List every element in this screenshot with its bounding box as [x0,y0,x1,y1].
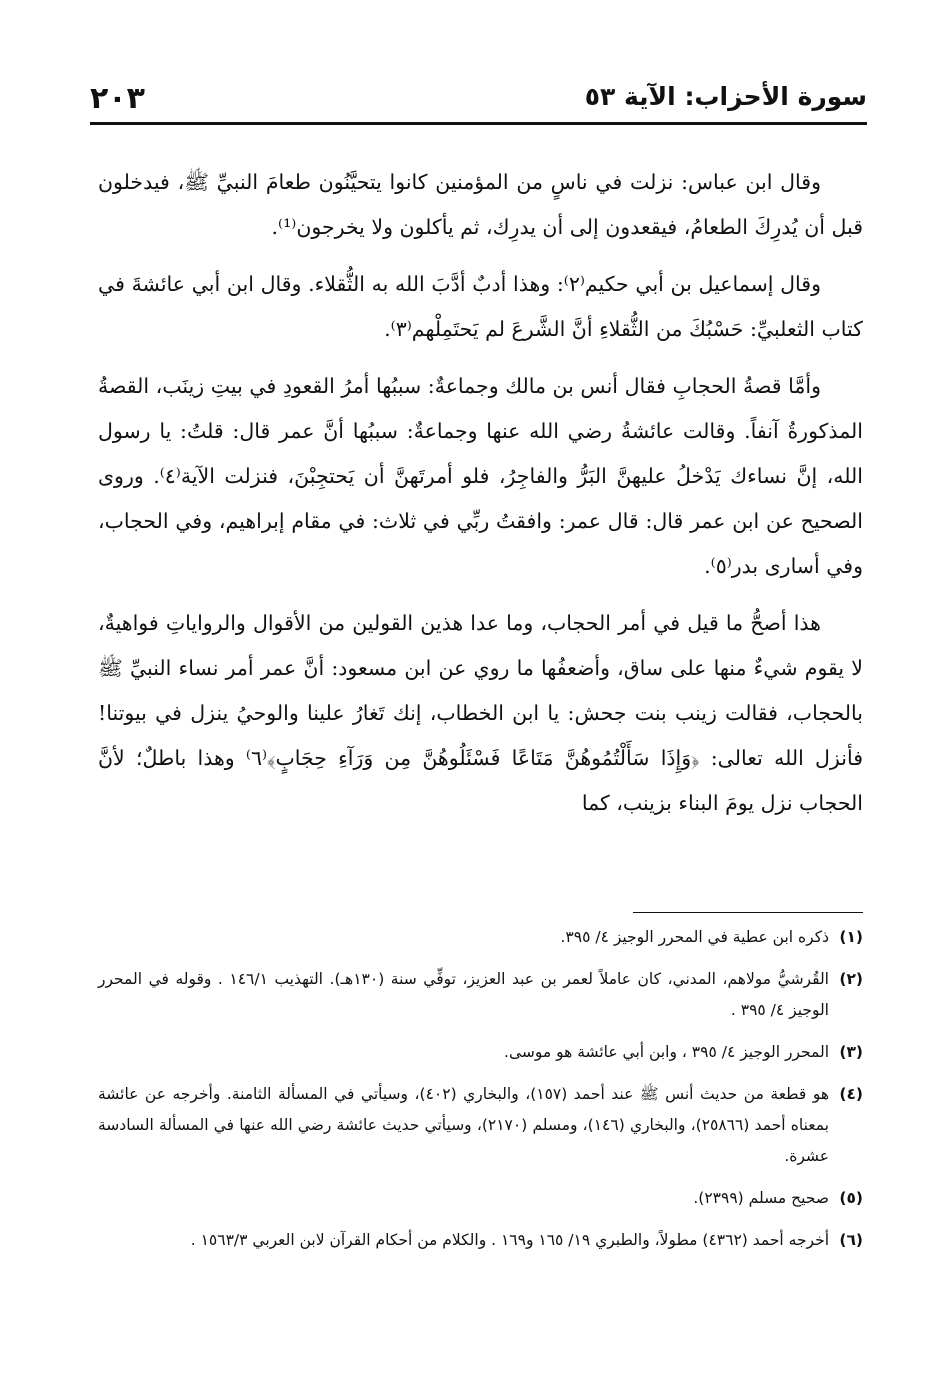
footnote-text: أخرجه أحمد (٤٣٦٢) مطولاً، والطبري ١٩/ ١٦٥ و١٦٩ . والكلام من أحكام القرآن لابن العربي ١٥٦٣/٣ . [190,1231,829,1249]
footnote-number: (٢) [839,970,863,988]
footnote-text: المحرر الوجيز ٤/ ٣٩٥ ، وابن أبي عائشة هو موسى. [504,1043,829,1061]
page-header [90,68,867,124]
main-text [98,160,863,838]
header-rule [90,122,867,125]
footnote-separator [633,912,863,913]
footnote-number: (٦) [839,1231,863,1249]
running-title: سورة الأحزاب: الآية ٥٣ [584,82,867,111]
footnote [98,1079,863,1172]
footnotes [98,922,863,1267]
paragraph-hijab-sound: هذا أصحُّ ما قيل في أمر الحجاب، وما عدا هذين القولين من الأقوال والرواياتِ فواهيةٌ، لا يقوم شيءٌ منها على ساق، وأضعفُها ما روي عن ابن مسعود: أنَّ عمر أمر نساء النبيِّ ﷺ بالحجاب، فقالت زينب بنت جحش: يا ابن الخطاب، إنك تَغارُ علينا والوحيُ ينزل في بيوتنا! فأنزل الله تعالى: ﴿وَإِذَا سَأَلْتُمُوهُنَّ مَتَاعًا فَسْئَلُوهُنَّ مِن وَرَآءِ حِجَابٍ﴾⁽٦⁾ وهذا باطلٌ؛ لأنَّ الحجاب نزل يومَ البناء بزينب، كما [98,611,863,815]
footnote-text: صحيح مسلم (٢٣٩٩). [693,1189,829,1207]
footnote-number: (١) [839,928,863,946]
footnote-text: ذكره ابن عطية في المحرر الوجيز ٤/ ٣٩٥. [560,928,829,946]
paragraph-ibn-abbas: وقال ابن عباس: نزلت في ناسٍ من المؤمنين كانوا يتحيَّنُون طعامَ النبيِّ ﷺ، فيدخلون قبل أن يُدرِكَ الطعامُ، فيقعدون إلى أن يدرِك، ثم يأكلون ولا يخرجون⁽¹⁾. [98,170,863,239]
footnote-number: (٥) [839,1189,863,1207]
footnote [98,1225,863,1256]
footnote-text: هو قطعة من حديث أنس ﷺ عند أحمد (١٥٧)، والبخاري (٤٠٢)، وسيأتي في المسألة الثامنة. وأخرجه عن عائشة بمعناه أحمد (٢٥٨٦٦)، والبخاري (١٤٦)، ومسلم (٢١٧٠)، وسيأتي حديث عائشة رضي الله عنها في المسألة السادسة عشرة. [98,1085,829,1165]
footnote [98,922,863,953]
footnote [98,1183,863,1214]
footnote-text: القُرشيُّ مولاهم، المدني، كان عاملاً لعمر بن عبد العزيز، توفِّي سنة (١٣٠هـ). التهذيب ١٤٦/١ . وقوله في المحرر الوجيز ٤/ ٣٩٥ . [98,970,829,1019]
footnote-number: (٣) [839,1043,863,1061]
footnote [98,1037,863,1068]
paragraph-ismail: وقال إسماعيل بن أبي حكيم⁽٢⁾: وهذا أدبٌ أدَّبَ الله به الثُّقلاء. وقال ابن أبي عائشةَ في كتاب الثعلبيِّ: حَسْبُكَ من الثُّقلاءِ أنَّ الشَّرعَ لم يَحتَمِلْهم⁽٣⁾. [98,272,863,341]
footnote [98,964,863,1026]
footnote-number: (٤) [839,1085,863,1103]
page-number: ٢٠٣ [90,81,145,116]
paragraph-hijab-story: وأمَّا قصةُ الحجابِ فقال أنس بن مالك وجماعةٌ: سببُها أمرُ القعودِ في بيتِ زينَب، القصةُ المذكورةُ آنفاً. وقالت عائشةُ رضي الله عنها وجماعةٌ: سببُها أنَّ عمر قال: قلتُ: يا رسول الله، إنَّ نساءك يَدْخلُ عليهنَّ البَرُّ والفاجِرُ، فلو أمرتَهنَّ أن يَحتجِبْنَ، فنزلت الآية⁽٤⁾. وروى الصحيح عن ابن عمر قال: قال عمر: وافقتُ ربِّي في ثلاث: في مقام إبراهيم، وفي الحجاب، وفي أسارى بدر⁽٥⁾. [98,374,863,578]
